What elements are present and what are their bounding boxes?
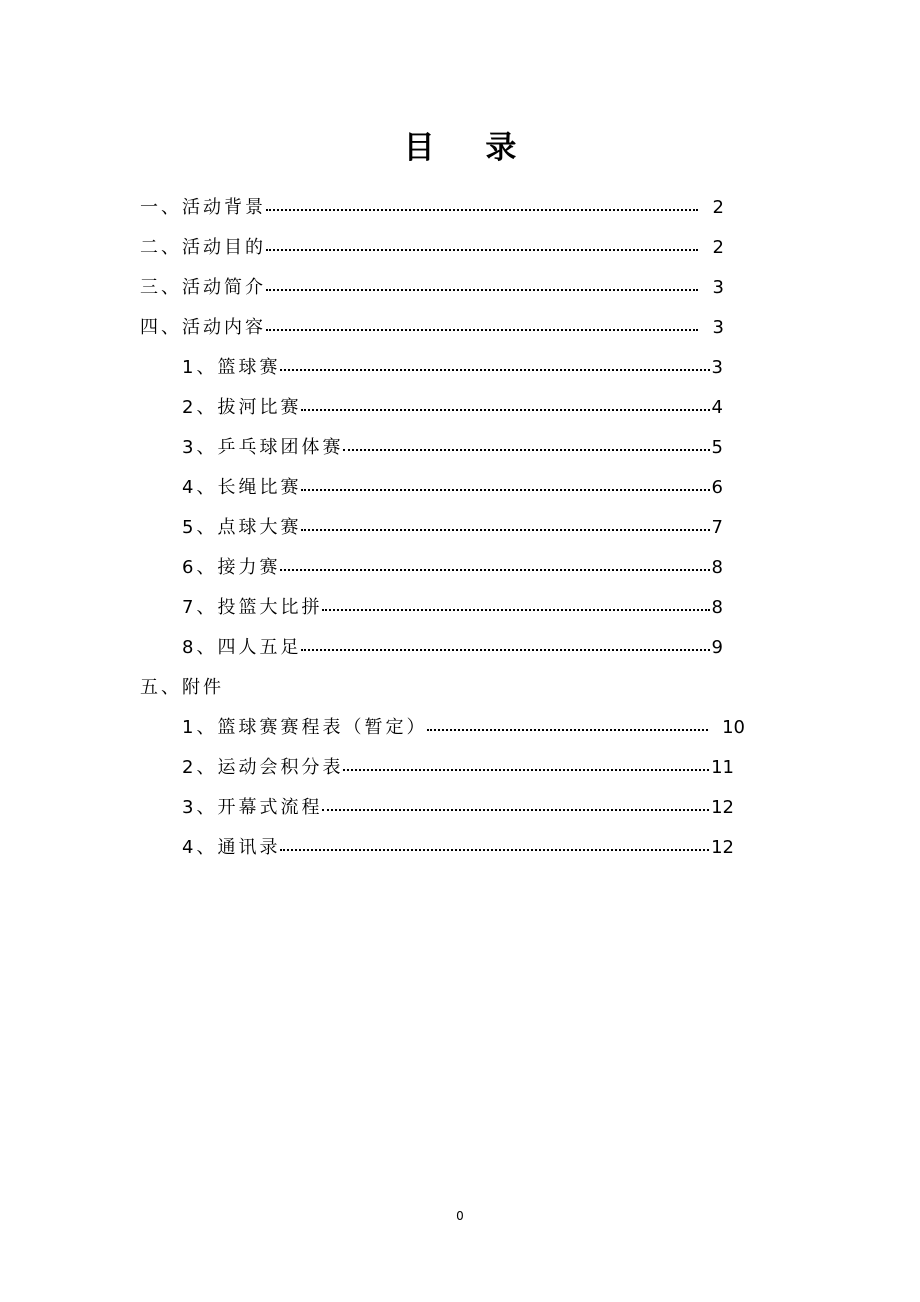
toc-entry-page: 9 (711, 637, 723, 658)
toc-entry-page: 3 (711, 357, 723, 378)
toc-entry-content[interactable] (140, 308, 724, 348)
toc-title: 目 录 (403, 130, 537, 166)
dot-leader (266, 289, 698, 291)
toc-entry-label: 2、拔河比赛 (182, 397, 302, 418)
dot-leader (280, 569, 709, 571)
dot-leader (301, 409, 709, 411)
toc-subentry-four-person-five-legs[interactable] (182, 628, 723, 668)
toc-subentry-shooting[interactable] (182, 588, 723, 628)
dot-leader (322, 809, 709, 811)
toc-entry-page: 2 (712, 237, 724, 258)
toc-entry-page: 10 (722, 717, 745, 738)
toc-entry-label: 五、附件 (140, 677, 224, 698)
toc-entry-label: 一、活动背景 (140, 197, 266, 218)
toc-entry-page: 7 (711, 517, 723, 538)
toc-entry-page: 12 (711, 797, 734, 818)
toc-entry-label: 4、长绳比赛 (182, 477, 302, 498)
toc-entry-purpose[interactable] (140, 228, 724, 268)
toc-entry-label: 三、活动简介 (140, 277, 266, 298)
toc-entry-appendix[interactable] (140, 668, 724, 708)
toc-entry-label: 四、活动内容 (140, 317, 266, 338)
toc-entry-label: 4、通讯录 (182, 837, 281, 858)
toc-entry-page: 3 (712, 277, 724, 298)
toc-subentry-contacts[interactable] (182, 828, 734, 868)
dot-leader (266, 329, 698, 331)
toc-entry-background[interactable] (140, 188, 724, 228)
dot-leader (343, 449, 709, 451)
toc-subentry-penalty-kick[interactable] (182, 508, 723, 548)
toc-subentry-opening-ceremony[interactable] (182, 788, 734, 828)
toc-subentry-tug-of-war[interactable] (182, 388, 723, 428)
toc-subentry-schedule[interactable] (182, 708, 745, 748)
toc-subentry-long-rope[interactable] (182, 468, 723, 508)
toc-subentry-basketball[interactable] (182, 348, 723, 388)
toc-entry-label: 3、开幕式流程 (182, 797, 323, 818)
toc-entry-label: 6、接力赛 (182, 557, 281, 578)
dot-leader (301, 489, 709, 491)
toc-entry-label: 1、篮球赛 (182, 357, 281, 378)
toc-subentry-score-table[interactable] (182, 748, 734, 788)
toc-entry-page: 8 (711, 557, 723, 578)
toc-subentry-table-tennis[interactable] (182, 428, 723, 468)
toc-subentry-relay[interactable] (182, 548, 723, 588)
toc-entry-label: 7、投篮大比拼 (182, 597, 323, 618)
toc-entry-label: 5、点球大赛 (182, 517, 302, 538)
toc-entry-label: 3、乒乓球团体赛 (182, 437, 344, 458)
dot-leader (280, 849, 709, 851)
toc-entry-label: 二、活动目的 (140, 237, 266, 258)
toc-entry-page: 3 (712, 317, 724, 338)
toc-entry-page: 2 (712, 197, 724, 218)
toc-entry-introduction[interactable] (140, 268, 724, 308)
page-number-footer: 0 (456, 1209, 464, 1223)
dot-leader (280, 369, 709, 371)
toc-entry-page: 11 (711, 757, 734, 778)
dot-leader (301, 649, 709, 651)
toc-entry-page: 6 (711, 477, 723, 498)
dot-leader (266, 249, 698, 251)
dot-leader (427, 729, 708, 731)
dot-leader (343, 769, 709, 771)
dot-leader (301, 529, 709, 531)
toc-entry-label: 1、篮球赛赛程表（暂定） (182, 717, 428, 738)
toc-entry-page: 8 (711, 597, 723, 618)
dot-leader (322, 609, 709, 611)
toc-entry-page: 4 (711, 397, 723, 418)
toc-entry-label: 2、运动会积分表 (182, 757, 344, 778)
toc-entry-page: 5 (711, 437, 723, 458)
dot-leader (266, 209, 698, 211)
toc-entry-page: 12 (711, 837, 734, 858)
toc-entry-label: 8、四人五足 (182, 637, 302, 658)
